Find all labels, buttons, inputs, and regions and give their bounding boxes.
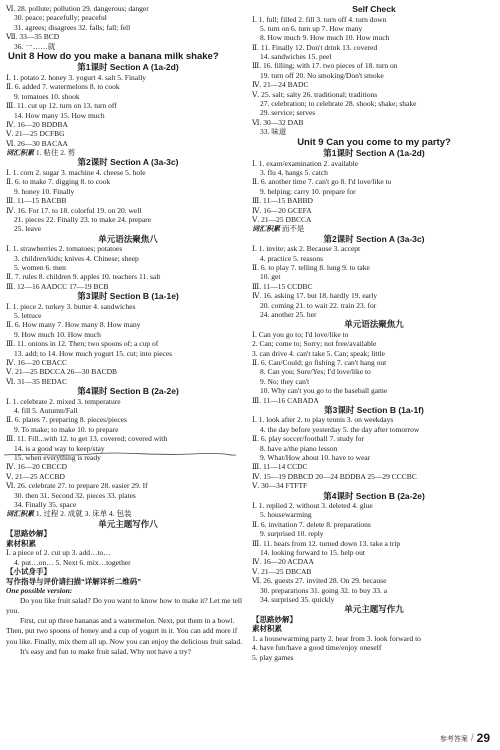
answer-line: Ⅱ. 6. another time 7. can't go 8. I'd love/like to [252, 177, 392, 187]
answer-line: Ⅰ. 1. celebrate 2. mixed 3. temperature [6, 396, 121, 406]
section-heading: 第2课时 Section A (3a-3c) [77, 157, 179, 168]
answer-line: Ⅱ. 6. Can/Could; go fishing 7. can't hang out [252, 358, 387, 367]
answer-line: 9. surprised 10. reply [260, 529, 324, 539]
page-number: 29 [476, 731, 490, 745]
vocab-text: 而不是 [281, 224, 305, 234]
section-heading: 第4课时 Section B (2a-2e) [323, 490, 425, 501]
answer-line: 9. No; they can't [260, 376, 310, 386]
section-heading: Unit 8 How do you make a banana milk shake? [8, 50, 219, 62]
answer-line: 8. How much 9. How much 10. How much [260, 33, 390, 43]
vocab-label: 词汇积累 [6, 150, 34, 158]
answer-line: Ⅲ. 11. cut up 12. turn on 13. turn off [6, 101, 117, 111]
answer-line: 4. practice 5. reasons [260, 253, 324, 263]
page-footer [440, 732, 490, 744]
answer-line: 4. have fun/have a good time/enjoy oneself [252, 643, 382, 653]
answer-line: 9. honey 10. Finally [14, 186, 75, 196]
answer-line: Ⅳ. 15—19 DBBCD 20—24 BDDBA 25—29 CCCBC [252, 471, 417, 481]
answer-line: Ⅲ. 11—15 BABBD [252, 196, 313, 206]
answer-line: 10. get [260, 272, 281, 282]
answer-line: Ⅶ. 33—35 BCD [6, 32, 60, 42]
section-tag: 素材积累 [252, 624, 282, 634]
answer-line: 27. celebration; to celebrate 28. shook; shake; shake [260, 99, 417, 109]
answer-line: 5. play games [252, 652, 294, 662]
answer-line: Ⅰ. 1. strawberries 2. tomatoes; potatoes [6, 244, 123, 254]
section-heading: Unit 9 Can you come to my party? [297, 136, 451, 148]
answer-line: Ⅰ. a piece of 2. cut up 3. add…to… [6, 548, 111, 558]
answer-line: 14. sandwiches 15. peel [260, 52, 332, 62]
answer-line: 3. children/kids; knives 4. Chinese; sheep [14, 253, 139, 263]
footer-divider: / [470, 733, 474, 744]
vocab-text: 1. 粘住 2. 剪 [35, 148, 76, 158]
answer-line: 9. tomatoes 10. shook [14, 91, 80, 101]
answer-line: 9. What/How about 10. have to wear [260, 453, 371, 463]
answer-line: Ⅳ. 16—20 CBCCD [6, 462, 68, 472]
answer-line: 30. preparations 31. going 32. to buy 33. a [260, 585, 388, 595]
section-heading: 第1课时 Section A (1a-2d) [323, 148, 425, 159]
answer-line: 19. turn off 20. No smoking/Don't smoke [260, 70, 384, 80]
answer-line: Ⅰ. 1. exam/examination 2. available [252, 158, 359, 168]
answer-line: Ⅱ. 6. to play 7. telling 8. lung 9. to take [252, 262, 370, 272]
answer-line: 8. Can you; Sure/Yes; I'd love/like to [260, 367, 371, 377]
section-heading: 第3课时 Section B (1a-1f) [324, 404, 424, 415]
answer-line: Ⅱ. 6. to make 7. digging 8. to cook [6, 177, 111, 187]
answer-line: 3. flu 4. hangs 5. catch [260, 167, 328, 177]
answer-line: Ⅲ. 11. onions in 12. Then; two spoons of; a cup of [6, 339, 159, 349]
answer-line: 14. looking forward to 15. help out [260, 548, 365, 558]
answer-line: Ⅳ. 16—20 ACDAA [252, 557, 314, 567]
vocab-label: 词汇积累 [6, 511, 34, 519]
answer-line: 24. another 25. her [260, 309, 317, 319]
answer-line: 33. 味道 [260, 127, 287, 137]
answer-line: 15. when everything is ready [14, 453, 101, 463]
section-heading: Self Check [352, 4, 396, 14]
answer-line: Ⅰ. 1. look after 2. to play tennis 3. on weekdays [252, 415, 394, 425]
answer-line: 29. service; serves [260, 108, 316, 118]
answer-line: Ⅲ. 11—15 BACBB [6, 196, 67, 206]
answer-line: Ⅵ. 28. pollute; pollution 29. dangerous; danger [6, 4, 149, 13]
answer-line: Ⅱ. 6. plates 7. preparing 8. pieces/pieces [6, 415, 127, 425]
answer-line: Ⅱ. 6. invitation 7. delete 8. preparations [252, 519, 371, 529]
answer-line: Ⅳ. 16—20 CBACC [6, 358, 68, 367]
answer-line: 36. 一……就 [14, 41, 56, 51]
vocab-line [6, 148, 250, 157]
answer-line: 14. How many 15. How much [14, 110, 105, 120]
answer-line: Ⅳ. 16. For 17. to 18. colorful 19. on 20. well [6, 205, 142, 215]
answer-line: Ⅳ. 16—20 GCEFA [252, 205, 312, 215]
answer-line: 1. a housewarming party 2. hear from 3. look forward to [252, 634, 421, 644]
answer-line: Ⅲ. 12—16 AADCC 17—19 BCB [6, 281, 109, 291]
answer-line: 14. is a good way to keep/stay [14, 443, 105, 453]
section-heading: 第2课时 Section A (3a-3c) [323, 233, 425, 244]
section-tag: 写作指导与评价请扫描“详解详析二维码” [6, 576, 141, 586]
answer-line: 5. women 6. men [14, 262, 66, 272]
left-column [6, 4, 250, 657]
right-column [252, 4, 496, 662]
answer-line: Ⅴ. 21—25 BDCCA 26—30 BACDB [6, 367, 118, 377]
answer-line: Ⅵ. 30—32 DAB [252, 117, 304, 127]
answer-line: 10. Why can't you go to the baseball game [260, 386, 388, 396]
answer-line: Ⅲ. 11—14 CCDC [252, 462, 308, 472]
answer-line: Ⅴ. 21—25 ACCBD [6, 471, 65, 481]
answer-line: Ⅲ. 11. hears from 12. turned down 13. take a trip [252, 538, 401, 548]
sample-version-label: One possible version: [6, 586, 73, 596]
section-heading: 第1课时 Section A (1a-2d) [77, 62, 179, 73]
section-tag: 素材积累 [6, 538, 36, 548]
answer-line: 20. coming 21. to wait 22. train 23. for [260, 300, 377, 310]
answer-line: Ⅳ. 16. asking 17. but 18. hardly 19. early [252, 291, 378, 301]
section-heading: 单元主题写作八 [98, 518, 158, 529]
answer-line: 21. pieces 22. Finally 23. to make 24. prepare [14, 214, 152, 224]
answer-line: Ⅰ. 1. potato 2. honey 3. yogurt 4. salt 5. Finally [6, 72, 147, 82]
vocab-line [252, 224, 496, 233]
answer-line: Ⅲ. 11—15 CCDBC [252, 281, 313, 291]
answer-line: Ⅴ. 21—25 DBCAB [252, 566, 312, 576]
answer-line: 25. leave [14, 224, 42, 234]
sample-paragraph: It's easy and fun to make fruit salad. Why not have a try? [20, 646, 191, 656]
section-heading: 单元语法聚焦八 [98, 233, 158, 244]
answer-line: Ⅳ. 21—24 BADC [252, 80, 309, 90]
answer-line: Ⅵ. 26. celebrate 27. to prepare 28. easier 29. If [6, 481, 148, 491]
answer-line: Ⅰ. 1. replied 2. without 3. deleted 4. glue [252, 501, 373, 511]
answer-line: 31. agrees; disagrees 32. falls; fall; fell [14, 22, 131, 32]
answer-line: 34. Finally 35. space [14, 499, 77, 509]
answer-line: 5. lettuce [14, 311, 42, 321]
answer-line: Ⅴ. 25. salt; salty 26. traditional; traditions [252, 89, 378, 99]
answer-line: Ⅴ. 21—25 DCFBG [6, 129, 65, 139]
answer-line: Ⅱ. 11. Finally 12. Don't drink 13. covered [252, 42, 378, 52]
answer-line: Ⅲ. 11. Fill...with 12. to get 13. covered; covered with [6, 434, 168, 444]
answer-line: Ⅰ. 1. full; filled 2. fill 3. turn off 4. turn down [252, 14, 387, 24]
vocab-line [6, 509, 250, 518]
answer-line: 9. To make; to make 10. to prepare [14, 424, 119, 434]
answer-line: 5. turn on 6. turn up 7. How many [260, 23, 363, 33]
answer-line: 30. peace; peacefully; peaceful [14, 13, 107, 23]
answer-line: Ⅰ. Can you go to; I'd love/like to [252, 329, 349, 339]
answer-line: 4. put…on… 5. Next 6. mix…together [14, 557, 131, 567]
answer-line: Ⅳ. 16—20 BDDBA [6, 119, 68, 129]
section-heading: 第3课时 Section B (1a-1e) [77, 291, 179, 302]
footer-label: 参考答案 [439, 736, 468, 743]
answer-line: 9. helping; carry 10. prepare for [260, 186, 356, 196]
answer-line: Ⅵ. 31—35 BEDAC [6, 376, 68, 386]
answer-line: Ⅱ. 7. rules 8. children 9. apples 10. teachers 11. salt [6, 272, 161, 282]
answer-line: Ⅲ. 16. filling; with 17. two pieces of 18. turn on [252, 61, 398, 71]
section-heading: 单元语法聚焦九 [344, 319, 404, 330]
section-tag: 【小试身手】 [6, 567, 51, 577]
answer-line: Ⅱ. 6. How many 7. How many 8. How many [6, 320, 141, 330]
answer-line: Ⅲ. 11—16 CABADA [252, 395, 319, 405]
answer-line: 4. fill 5. Autumn/Fall [14, 406, 78, 416]
answer-line: Ⅰ. 1. invite; ask 2. Because 3. accept [252, 244, 361, 254]
section-heading: 单元主题写作九 [344, 604, 404, 615]
answer-line: 3. can drive 4. can't take 5. Can; speak; little [252, 348, 385, 358]
answer-line: 5. housewarming [260, 510, 312, 520]
sample-paragraph: First, cut up three bananas and a watermelon. Next, put them in a bowl. Then, put two spoons of honey and a cup of yogurt in it. You can add more if you like. Finally, mix them all up. Now you can enjoy the delicious fruit salad. [6, 616, 243, 646]
answer-line: Ⅰ. 1. piece 2. turkey 3. butter 4. sandwiches [6, 301, 136, 311]
answer-line: Ⅰ. 1. corn 2. sugar 3. machine 4. cheese 5. hole [6, 167, 146, 177]
answer-line: 2. Can; come to; Sorry; not free/available [252, 339, 377, 349]
sample-paragraph: Do you like fruit salad? Do you want to know how to make it? Let me tell you. [6, 595, 243, 615]
answer-line: Ⅴ. 30—34 FTFTF [252, 481, 308, 491]
answer-line: Ⅱ. 6. added 7. watermelons 8. to cook [6, 82, 120, 92]
answer-line: Ⅴ. 21—25 DBCCA [252, 214, 312, 224]
answer-line: Ⅵ. 26—30 BACAA [6, 138, 68, 148]
section-heading: 第4课时 Section B (2a-2e) [77, 386, 179, 397]
answer-line: 4. the day before yesterday 5. the day after tomorrow [260, 424, 420, 434]
vocab-text: 1. 过程 2. 成就 3. 床单 4. 包装 [35, 509, 132, 519]
vocab-label: 词汇积累 [252, 226, 280, 234]
answer-line: Ⅵ. 26. guests 27. invited 28. On 29. because [252, 576, 387, 586]
answer-line: 8. have a/the piano lesson [260, 443, 338, 453]
answer-line: 9. How much 10. How much [14, 329, 101, 339]
section-tag: 【思路妙解】 [6, 529, 51, 539]
answer-line: 34. surprised 35. quickly [260, 594, 335, 604]
answer-line: Ⅱ. 6. play soccer/football 7. study for [252, 434, 364, 444]
answer-line: 30. then 31. Second 32. pieces 33. plates [14, 490, 136, 500]
section-tag: 【思路妙解】 [252, 614, 297, 624]
answer-line: 13. add; to 14. How much yogurt 15. cut; into pieces [14, 348, 173, 358]
